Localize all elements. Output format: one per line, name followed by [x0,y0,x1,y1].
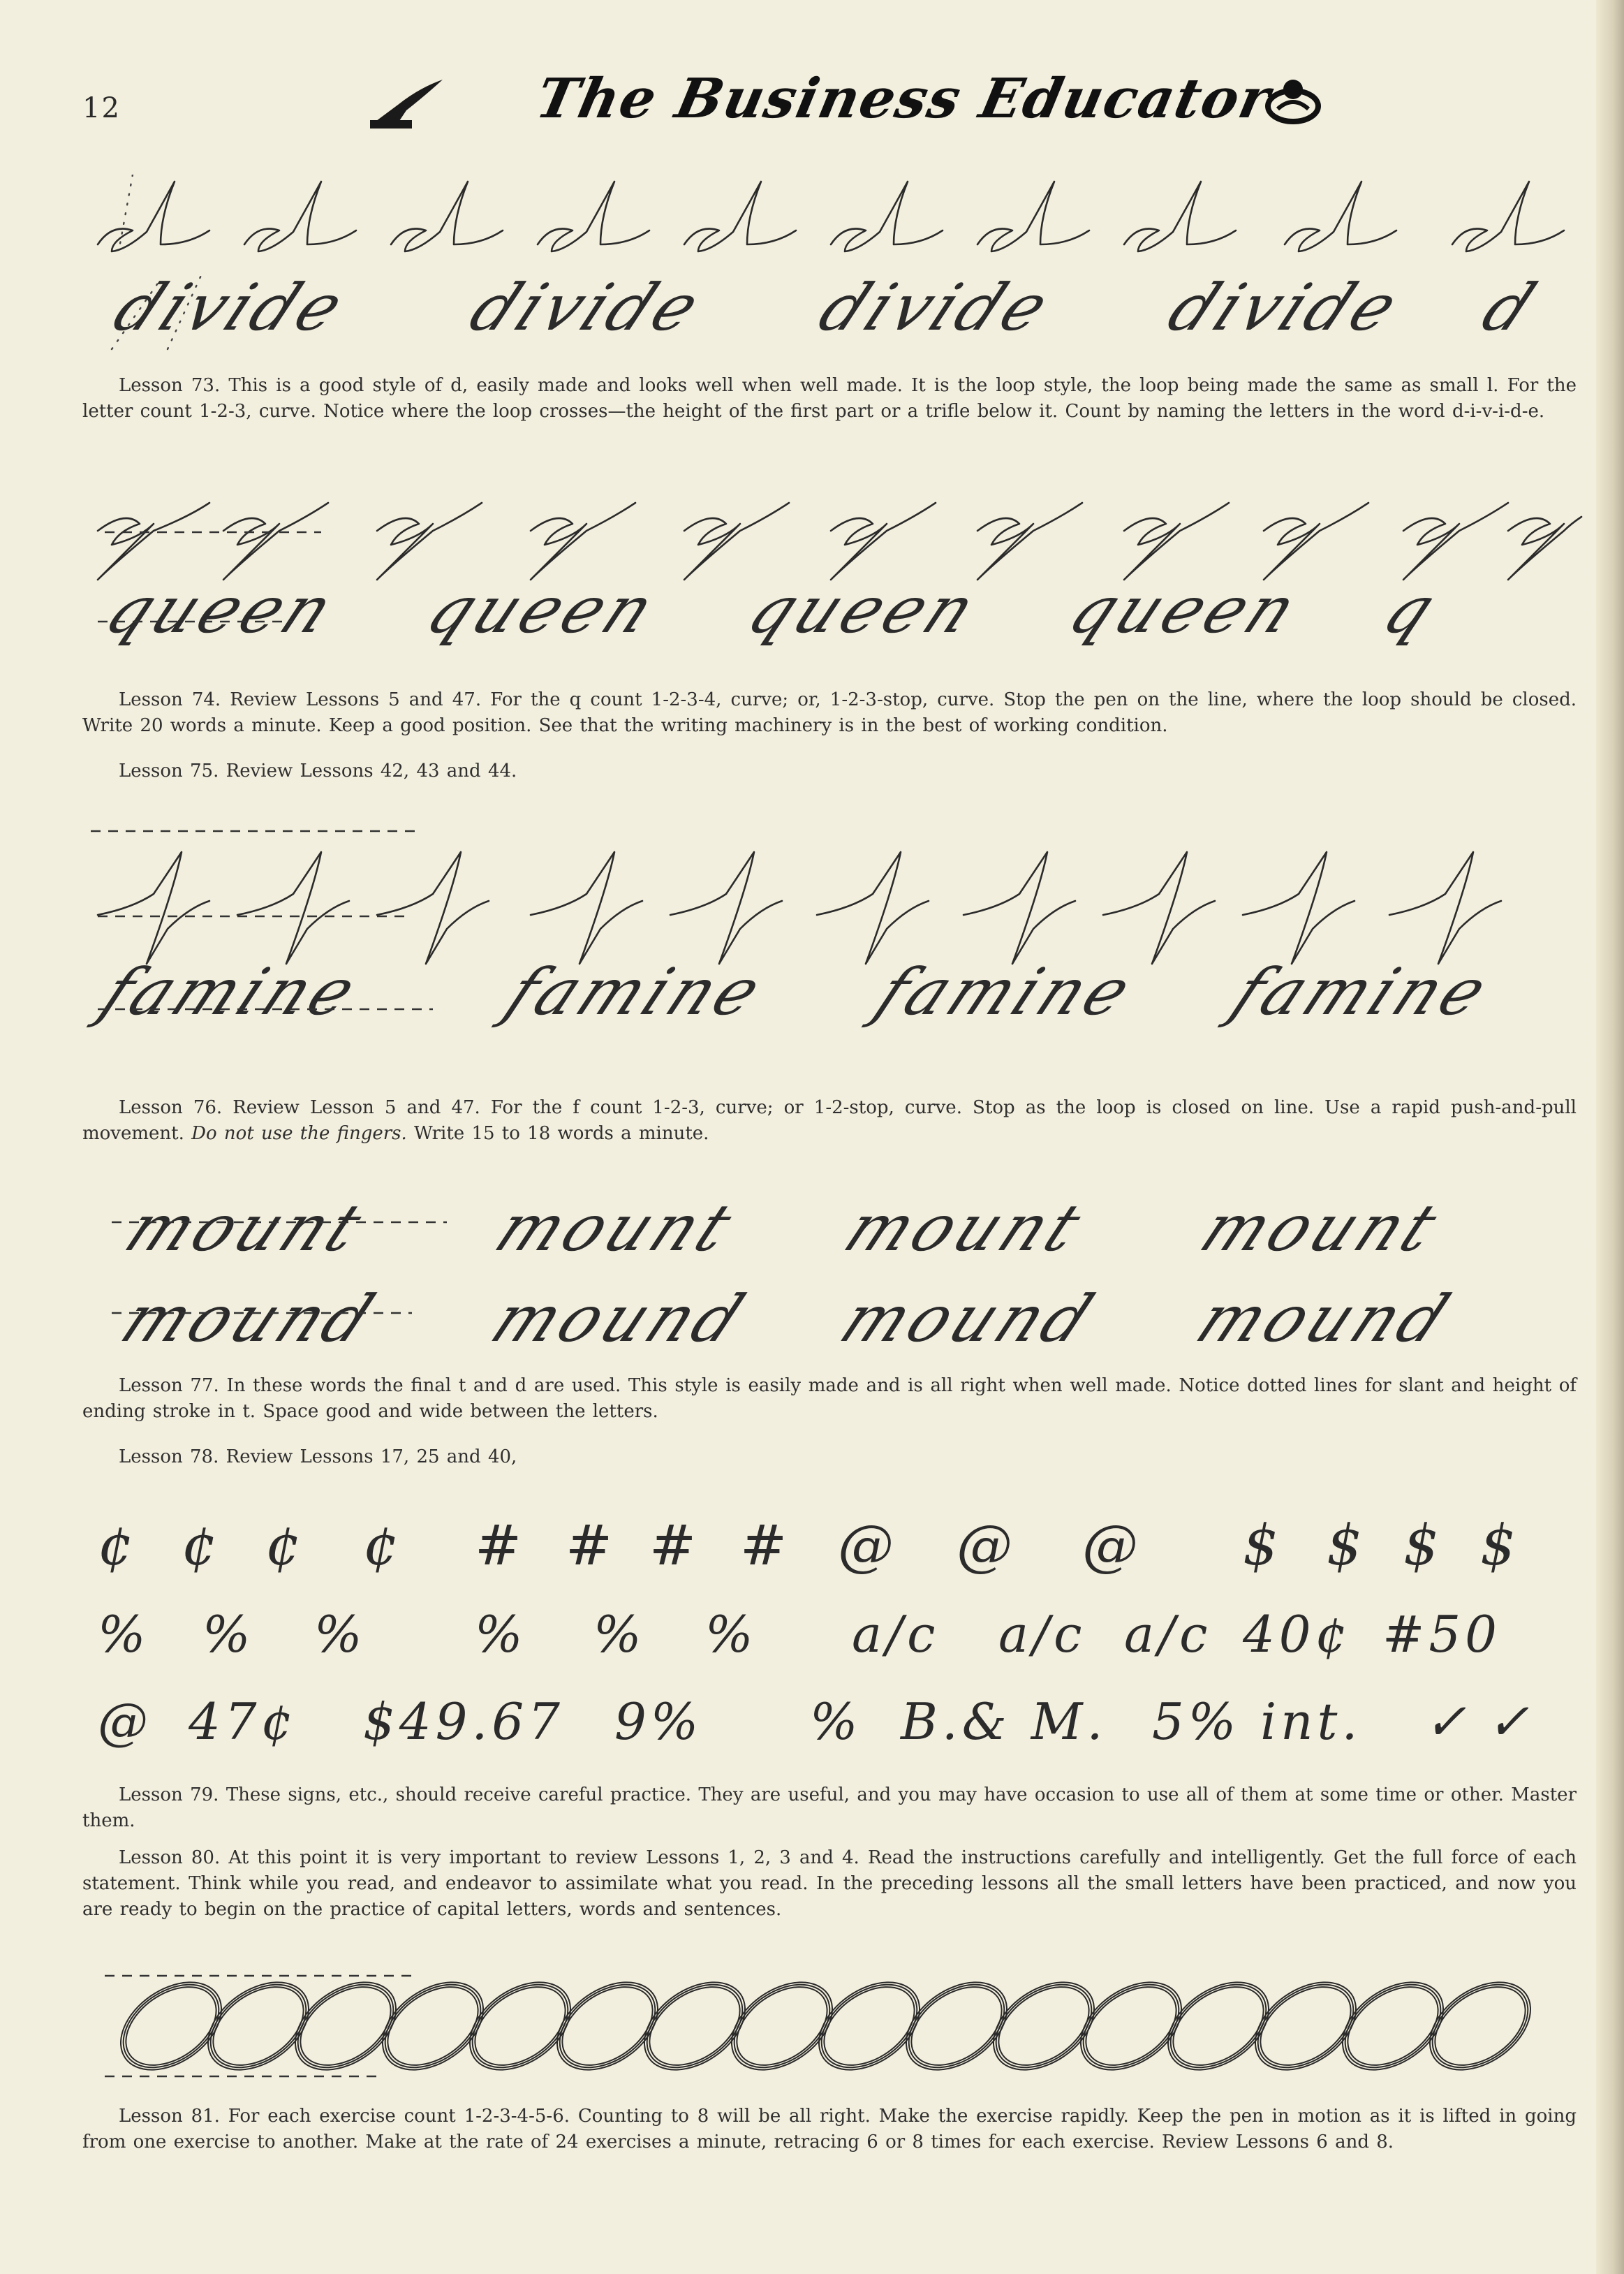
sign-glyph: a/c [1124,1605,1212,1664]
lesson-text: Write 15 to 18 words a minute. [414,1123,709,1144]
quill-pen-icon [370,74,447,130]
divide-word-row [102,270,1551,349]
masthead [363,64,1327,141]
sign-glyph: B.& M. [901,1692,1107,1751]
lesson-emphasis: Do not use the fingers. [191,1123,407,1144]
lesson-74-caption [82,687,1577,739]
lesson-80-caption [82,1845,1577,1923]
script-word: mound [829,1281,1109,1356]
famine-word-row [85,955,1503,1029]
sign-glyph: $49.67 [363,1692,564,1751]
lesson-78-caption [82,1444,1577,1470]
script-word: mount [484,1190,748,1266]
drill-ovals [105,1966,1571,2092]
sign-glyph: ¢ [363,1513,403,1578]
lesson-number: Lesson 77. [119,1375,219,1396]
lesson-number: Lesson 79. [119,1784,219,1805]
sign-glyph: # [740,1513,792,1578]
drill-mount-mound [98,1180,1564,1362]
sign-glyph: # [649,1513,701,1578]
lesson-79-caption [82,1782,1577,1834]
sign-glyph: ✓ [1487,1692,1534,1751]
lesson-number: Lesson 80. [119,1847,221,1868]
script-word: queen [1057,572,1313,647]
sign-glyph: ✓ [1424,1692,1471,1751]
sign-glyph: ¢ [265,1513,305,1578]
sign-glyph: % [98,1605,150,1664]
signs-row-3 [98,1692,1533,1751]
sign-glyph: $ [1480,1513,1520,1578]
script-word: mound [110,1281,390,1356]
script-word: famine [864,954,1148,1029]
script-word: q [1371,572,1452,647]
script-word: mount [114,1190,378,1266]
script-word: divide [458,270,716,345]
lesson-number: Lesson 73. [119,375,221,396]
sign-glyph: % [593,1605,646,1664]
sign-glyph: @ [1082,1513,1142,1578]
sign-glyph: % [314,1605,367,1664]
script-word: mount [833,1190,1098,1266]
queen-word-row [94,573,1452,647]
sign-glyph: 5% int. [1152,1692,1362,1751]
script-word: famine [89,954,373,1029]
script-word: queen [94,572,350,647]
sign-glyph: $ [1403,1513,1443,1578]
script-word: famine [494,954,778,1029]
script-word: mount [1189,1190,1454,1266]
sign-glyph: % [810,1692,862,1751]
sign-glyph: @ [98,1692,152,1751]
sign-glyph: a/c [998,1605,1086,1664]
sign-glyph: ¢ [182,1513,221,1578]
lesson-text: For each exercise count 1-2-3-4-5-6. Counting to 8 will be all right. Make the exercise rapidly. Keep the pen in motion as it is lifted in going from one exercise to another. Make at the rate of 24 exercises a minute, retracing 6 or 8 times for each exercise. Review Lessons 6 and 8. [82,2106,1577,2152]
sign-glyph: #50 [1382,1605,1501,1664]
lesson-text: In these words the final t and d are used. This style is easily made and is all right when well made. Notice dotted lines for slant and height of ending stroke in t. Space good and wide between the letters. [82,1375,1577,1422]
script-word: mound [480,1281,760,1356]
lesson-text: Review Lessons 17, 25 and 40, [226,1446,517,1467]
lesson-number: Lesson 81. [119,2106,220,2127]
page-edge [1596,0,1624,2274]
sign-glyph: # [566,1513,617,1578]
sign-glyph: $ [1327,1513,1366,1578]
lesson-73-caption [82,373,1577,425]
drill-f [84,824,1585,1062]
sign-glyph: @ [838,1513,898,1578]
lesson-number: Lesson 76. [119,1097,223,1118]
sign-glyph: % [475,1605,527,1664]
script-word: famine [1220,954,1504,1029]
lesson-77-caption [82,1373,1577,1425]
drill-signs [84,1502,1585,1760]
script-word: mound [1185,1281,1465,1356]
q-letter-row [98,503,1581,580]
lesson-text: At this point it is very important to review Lessons 1, 2, 3 and 4. Read the instructions carefully and intelligently. Get the full force of each statement. Think while you read, and endeavor to assimilate what you read. In the preceding lessons all the small letters have been practiced, and now you are ready to begin on the practice of capital letters, words and sentences. [82,1847,1577,1920]
d-letter-row [98,175,1564,251]
lesson-number: Lesson 75. [119,761,219,782]
signs-row-1 [98,1513,1520,1578]
lesson-76-caption [82,1095,1577,1147]
sign-glyph: # [475,1513,526,1578]
drill-d [84,175,1571,356]
lesson-text: Review Lessons 5 and 47. For the q count 1-2-3-4, curve; or, 1-2-3-stop, curve. Stop the pen on the line, where the loop should be closed. Write 20 words a minute. Keep a good position. See that the writing machinery is in the best of working condition. [82,689,1577,736]
signs-row-2 [98,1605,1501,1664]
lesson-number: Lesson 74. [119,689,221,710]
sign-glyph: 9% [614,1692,703,1751]
lesson-81-caption [82,2104,1577,2155]
lesson-text: This is a good style of d, easily made and looks well when well made. It is the loop style, the loop being made the same as small l. For the letter count 1-2-3, curve. Notice where the loop crosses—the height of the first part or a trifle below it. Count by naming the letters in the word d-i-v-i-d-e. [82,375,1577,422]
oval-exercise-row [105,1966,1547,2088]
sign-glyph: a/c [852,1605,940,1664]
mount-word-row [112,1191,1453,1266]
f-letter-row [91,831,1501,964]
sign-glyph: 40¢ [1243,1605,1352,1664]
sign-glyph: % [705,1605,758,1664]
mound-word-row [110,1282,1465,1356]
masthead-title: The Business Educator [531,67,1277,131]
sign-glyph: @ [957,1513,1017,1578]
page-number: 12 [82,92,121,124]
script-word: d [1470,270,1551,345]
sign-glyph: $ [1243,1513,1283,1578]
lesson-text: Review Lessons 42, 43 and 44. [226,761,517,782]
sign-glyph: ¢ [98,1513,138,1578]
eagle-emblem-icon [1264,74,1322,130]
lesson-text: Review Lesson 5 and 47. For the f count 1-2-3, curve; or 1-2-stop, curve. Stop as the loop is closed on line. Use a rapid push-and-pull movement. [82,1097,1577,1144]
sign-glyph: 47¢ [189,1692,297,1751]
script-word: queen [736,572,992,647]
drill-q [84,489,1585,677]
lesson-number: Lesson 78. [119,1446,219,1467]
script-word: divide [102,270,360,345]
lesson-text: These signs, etc., should receive careful practice. They are useful, and you may have occasion to use all of them at some time or other. Master them. [82,1784,1577,1831]
script-word: queen [415,572,671,647]
sign-glyph: % [202,1605,255,1664]
lesson-75-caption [82,758,1577,784]
script-word: divide [807,270,1065,345]
script-word: divide [1156,270,1415,345]
